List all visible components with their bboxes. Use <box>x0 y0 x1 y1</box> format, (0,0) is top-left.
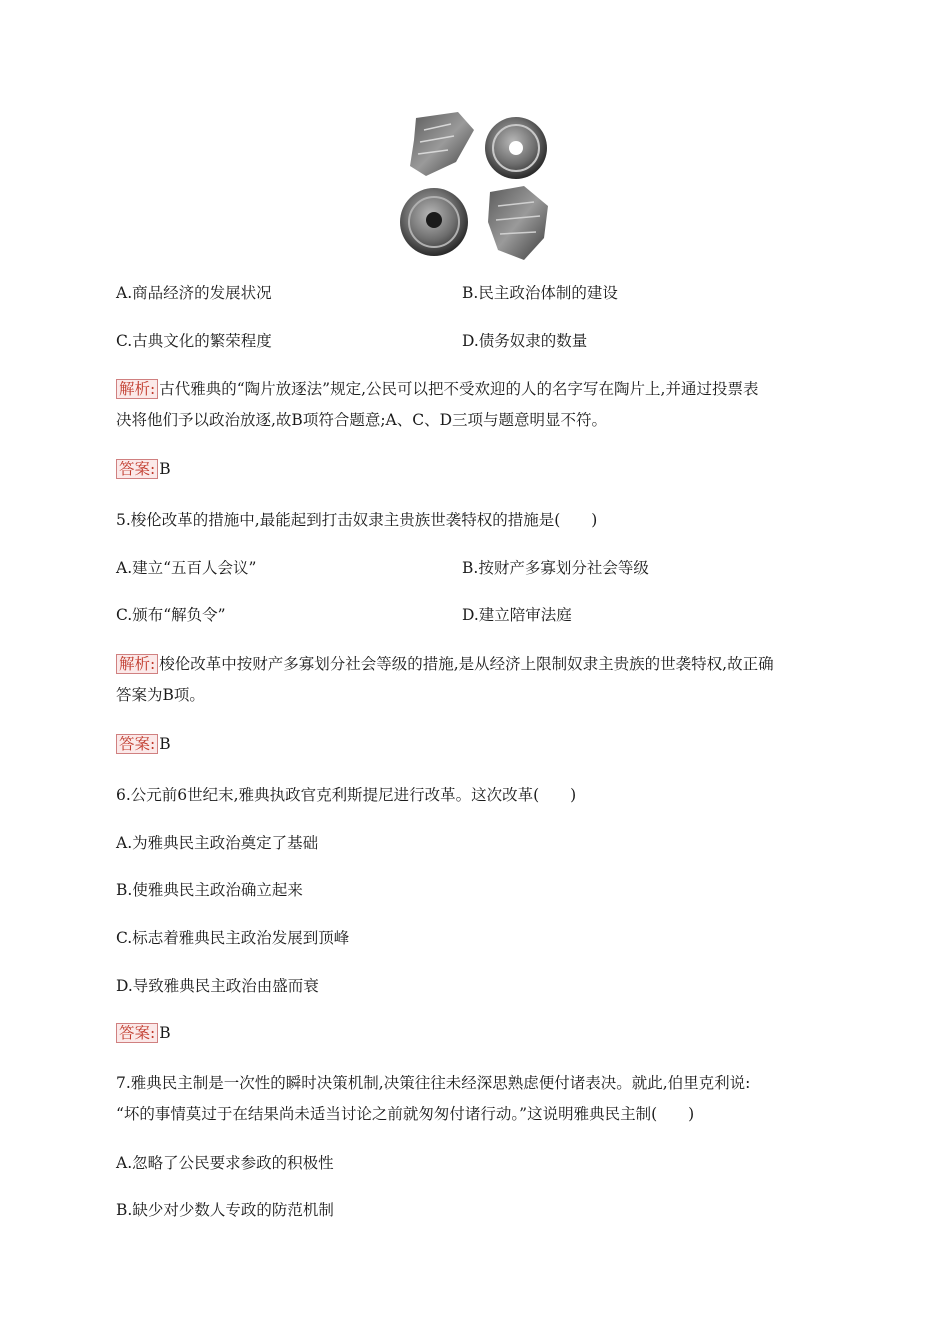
ostracon-shard-bottom-right <box>488 186 548 260</box>
q4-option-b: B.民主政治体制的建设 <box>462 284 618 302</box>
answer-tag: 答案: <box>116 1023 158 1043</box>
q7-question-text-1: 7.雅典民主制是一次性的瞬时决策机制,决策往往未经深思熟虑便付诸表决。就此,伯里克利说: <box>116 1074 751 1092</box>
q5-option-c: C.颁布“解负令” <box>116 606 226 624</box>
ostracon-shard-top-left <box>410 112 474 176</box>
answer-tag: 答案: <box>116 734 158 754</box>
q5-analysis <box>116 649 836 711</box>
q6-question: 6.公元前6世纪末,雅典执政官克利斯提尼进行改革。这次改革( ) <box>116 786 577 804</box>
q5-option-row-1 <box>116 558 649 578</box>
ostraca-photo <box>396 110 554 266</box>
q5-analysis-text-1: 梭伦改革中按财产多寡划分社会等级的措施,是从经济上限制奴隶主贵族的世袭特权,故正确 <box>159 655 774 673</box>
q4-option-a: A.商品经济的发展状况 <box>116 284 272 302</box>
q5-analysis-text-2: 答案为B项。 <box>116 686 205 704</box>
q4-option-row-2 <box>116 331 588 351</box>
q7-option-a: A.忽略了公民要求参政的积极性 <box>116 1154 334 1172</box>
q6-answer <box>116 1023 171 1043</box>
q6-option-c: C.标志着雅典民主政治发展到顶峰 <box>116 929 350 947</box>
q5-option-row-2 <box>116 605 572 625</box>
q5-option-b: B.按财产多寡划分社会等级 <box>462 559 649 577</box>
q4-option-row-1 <box>116 283 618 303</box>
q4-answer <box>116 459 171 479</box>
q4-answer-value: B <box>159 460 171 478</box>
q5-question: 5.梭伦改革的措施中,最能起到打击奴隶主贵族世袭特权的措施是( ) <box>116 511 598 529</box>
q6-option-b: B.使雅典民主政治确立起来 <box>116 881 303 899</box>
analysis-tag: 解析: <box>116 654 158 674</box>
q6-answer-value: B <box>159 1024 171 1042</box>
q4-analysis-text-1: 古代雅典的“陶片放逐法”规定,公民可以把不受欢迎的人的名字写在陶片上,并通过投票表 <box>159 380 759 398</box>
analysis-tag: 解析: <box>116 379 158 399</box>
q5-option-a: A.建立“五百人会议” <box>116 559 257 577</box>
q4-analysis <box>116 374 836 436</box>
q4-option-c: C.古典文化的繁荣程度 <box>116 332 272 350</box>
answer-tag: 答案: <box>116 459 158 479</box>
q7-question-text-2: “坏的事情莫过于在结果尚未适当讨论之前就匆匆付诸行动。”这说明雅典民主制( ) <box>116 1105 695 1123</box>
q4-option-d: D.债务奴隶的数量 <box>462 332 588 350</box>
q6-option-d: D.导致雅典民主政治由盛而衰 <box>116 977 319 995</box>
q6-option-a: A.为雅典民主政治奠定了基础 <box>116 834 319 852</box>
q5-option-d: D.建立陪审法庭 <box>462 606 572 624</box>
q5-answer <box>116 734 171 754</box>
q7-option-b: B.缺少对少数人专政的防范机制 <box>116 1201 334 1219</box>
q5-answer-value: B <box>159 735 171 753</box>
q7-question <box>116 1068 836 1130</box>
q4-analysis-text-2: 决将他们予以政治放逐,故B项符合题意;A、C、D三项与题意明显不符。 <box>116 411 608 429</box>
